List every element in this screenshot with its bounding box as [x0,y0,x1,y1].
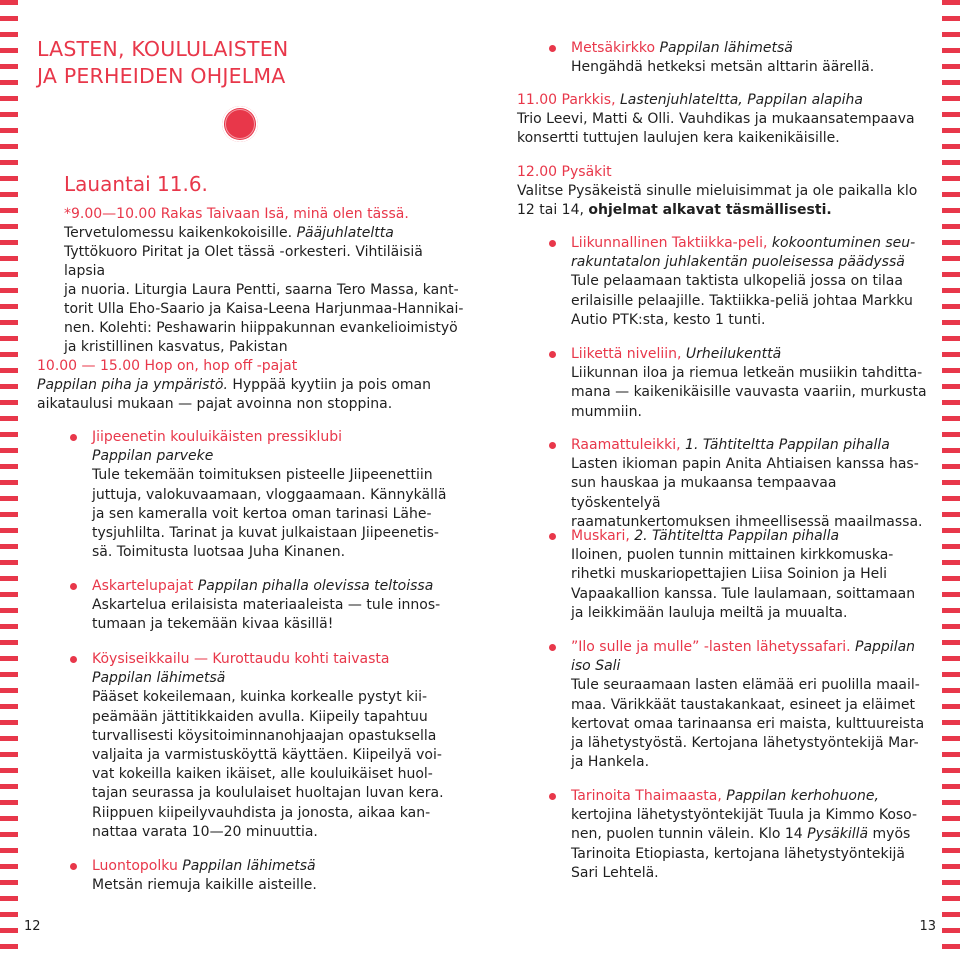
bullet-dot [549,351,556,358]
list-item-askartelu: Askartelupajat Pappilan pihalla olevissa teltoissa Askartelua erilaisista materiaaleista — tule innos- tumaan ja tekemään kivaa käsillä! [92,577,452,635]
parkkis-block: 11.00 Parkkis, Lastenjuhlateltta, Pappilan alapiha Trio Leevi, Matti & Olli. Vauhdikas ja mukaansatempaava konsertti tuttujen laulujen kera kaikenikäisille. [517,92,915,146]
hop-block: 10.00 — 15.00 Hop on, hop off -pajat Pappilan piha ja ympäristö. Hyppää kyytiin ja pois oman aikataulusi mukaan — pajat avoinna non stoppina. [37,358,431,412]
bullet-dot [549,533,556,540]
bullet-dot [549,793,556,800]
page-number-left: 12 [24,919,41,934]
list-item-taktiikka: Liikunnallinen Taktiikka-peli, kokoontuminen seu- rakuntatalon juhlakentän puoleisessa päädyssä Tule pelaamaan taktista ulkopeliä jossa on tilaa erilaisille pelaajille. Taktiikka-peliä johtaa Markku Autio PTK:sta, kesto 1 tunti. [571,234,927,330]
bullet-dot [70,583,77,590]
page-title: LASTEN, KOULULAISTEN JA PERHEIDEN OHJELMA [37,37,289,88]
list-item-tarinoita: Tarinoita Thaimaasta, Pappilan kerhohuone, kertojina lähetystyöntekijät Tuula ja Kimmo Koso- nen, puolen tunnin välein. Klo 14 Pysäkillä myös Tarinoita Etiopiasta, kertojana lähetystyöntekijä Sari Lehtelä. [571,787,927,883]
bullet-dot [549,644,556,651]
right-dash-border [942,0,960,954]
list-item-muskari: Muskari, 2. Tähtiteltta Pappilan pihalla Iloinen, puolen tunnin mittainen kirkkomuska- rihetki muskariopettajien Liisa Soinion ja Heli Vapaakallion kanssa. Tule laulamaan, soittamaan ja leikkimään lauluja meiltä ja muualta. [571,527,927,623]
bullet-dot [549,442,556,449]
list-item-raamattuleikki: Raamattuleikki, 1. Tähtiteltta Pappilan pihalla Lasten ikioman papin Anita Ahtiaisen kanssa has- sun hauskaa ja mukaansa tempaavaa työskentelyä raamatunkertomuksen ihmeellisessä maailmassa. [571,436,927,532]
pysakit-block: 12.00 Pysäkit Valitse Pysäkeistä sinulle mieluisimmat ja ole paikalla klo 12 tai 14, ohjelmat alkavat täsmällisesti. [517,164,918,218]
day-heading: Lauantai 11.6. [64,172,208,196]
list-item-pressiklubi: Jiipeenetin kouluikäisten pressiklubi Pappilan parveke Tule tekemään toimituksen pisteelle Jiipeenettiin juttuja, valokuvaamaan, vloggaamaan. Kännykällä ja sen kameralla voit kertoa oman tarinasi Lähe- tysjuhlilta. Tarinat ja kuvat julkaistaan Jiipeenetis- sä. Toimitusta luotsaa Juha Kinanen. [92,428,452,562]
intro-block: *9.00—10.00 Rakas Taivaan Isä, minä olen tässä. Tervetulomessu kaikenkokoisille. Pääjuhlateltta Tyttökuoro Piritat ja Olet tässä -orkesteri. Vihtiläisiä lapsia ja nuoria. Liturgia Laura Pentti, saarna Tero Massa, kant- torit Ulla Eho-Saario ja Kaisa-Leena Harjunmaa-Hannikai- nen. Kolehti: Peshawarin hiippakunnan evankelioimistyö ja kristillinen kasvatus, Pakistan [64,206,464,355]
list-item-luontopolku: Luontopolku Pappilan lähimetsä Metsän riemuja kaikille aisteille. [92,857,452,895]
bullet-dot [549,240,556,247]
bullet-dot [70,656,77,663]
list-item-liiketta: Liikettä niveliin, Urheilukenttä Liikunnan iloa ja riemua letkeän musiikin tahditta- mana — kaikenikäisille vauvasta vaariin, murkusta mummiin. [571,345,927,422]
bullet-dot [70,434,77,441]
bullet-dot [70,863,77,870]
list-item-lahetyssafari: ”Ilo sulle ja mulle” -lasten lähetyssafari. Pappilan iso Sali Tule seuraamaan lasten elämää eri puolilla maail- maa. Värikkäät taustakankaat, esineet ja eläimet kertovat omaa tarinaansa eri maista, kulttuureista ja lähetystyöstä. Kertojana lähetystyöntekijä Mar- ja Hankela. [571,638,927,772]
left-dash-border [0,0,18,954]
list-item-metsakirkko: Metsäkirkko Pappilan lähimetsä Hengähdä hetkeksi metsän alttarin äärellä. [571,39,931,77]
page-number-right: 13 [919,919,936,934]
decorative-dot [222,106,258,142]
list-item-koysiseikkailu: Köysiseikkailu — Kurottaudu kohti taivasta Pappilan lähimetsä Pääset kokeilemaan, kuinka korkealle pystyt kii- peämään jättitikkaiden avulla. Kiipeily tapahtuu turvallisesti köysitoiminnanohjaajan opastuksella valjaita ja varmistusköyttä käyttäen. Kiipeilyä voi- vat kokeilla kaiken ikäiset, alle kouluikäiset huol- tajan seurassa ja koululaiset huoltajan luvan kera. Riippuen kiipeilyvauhdista ja jonosta, aikaa kan- nattaa varata 10—20 minuuttia. [92,650,452,842]
bullet-dot [549,45,556,52]
